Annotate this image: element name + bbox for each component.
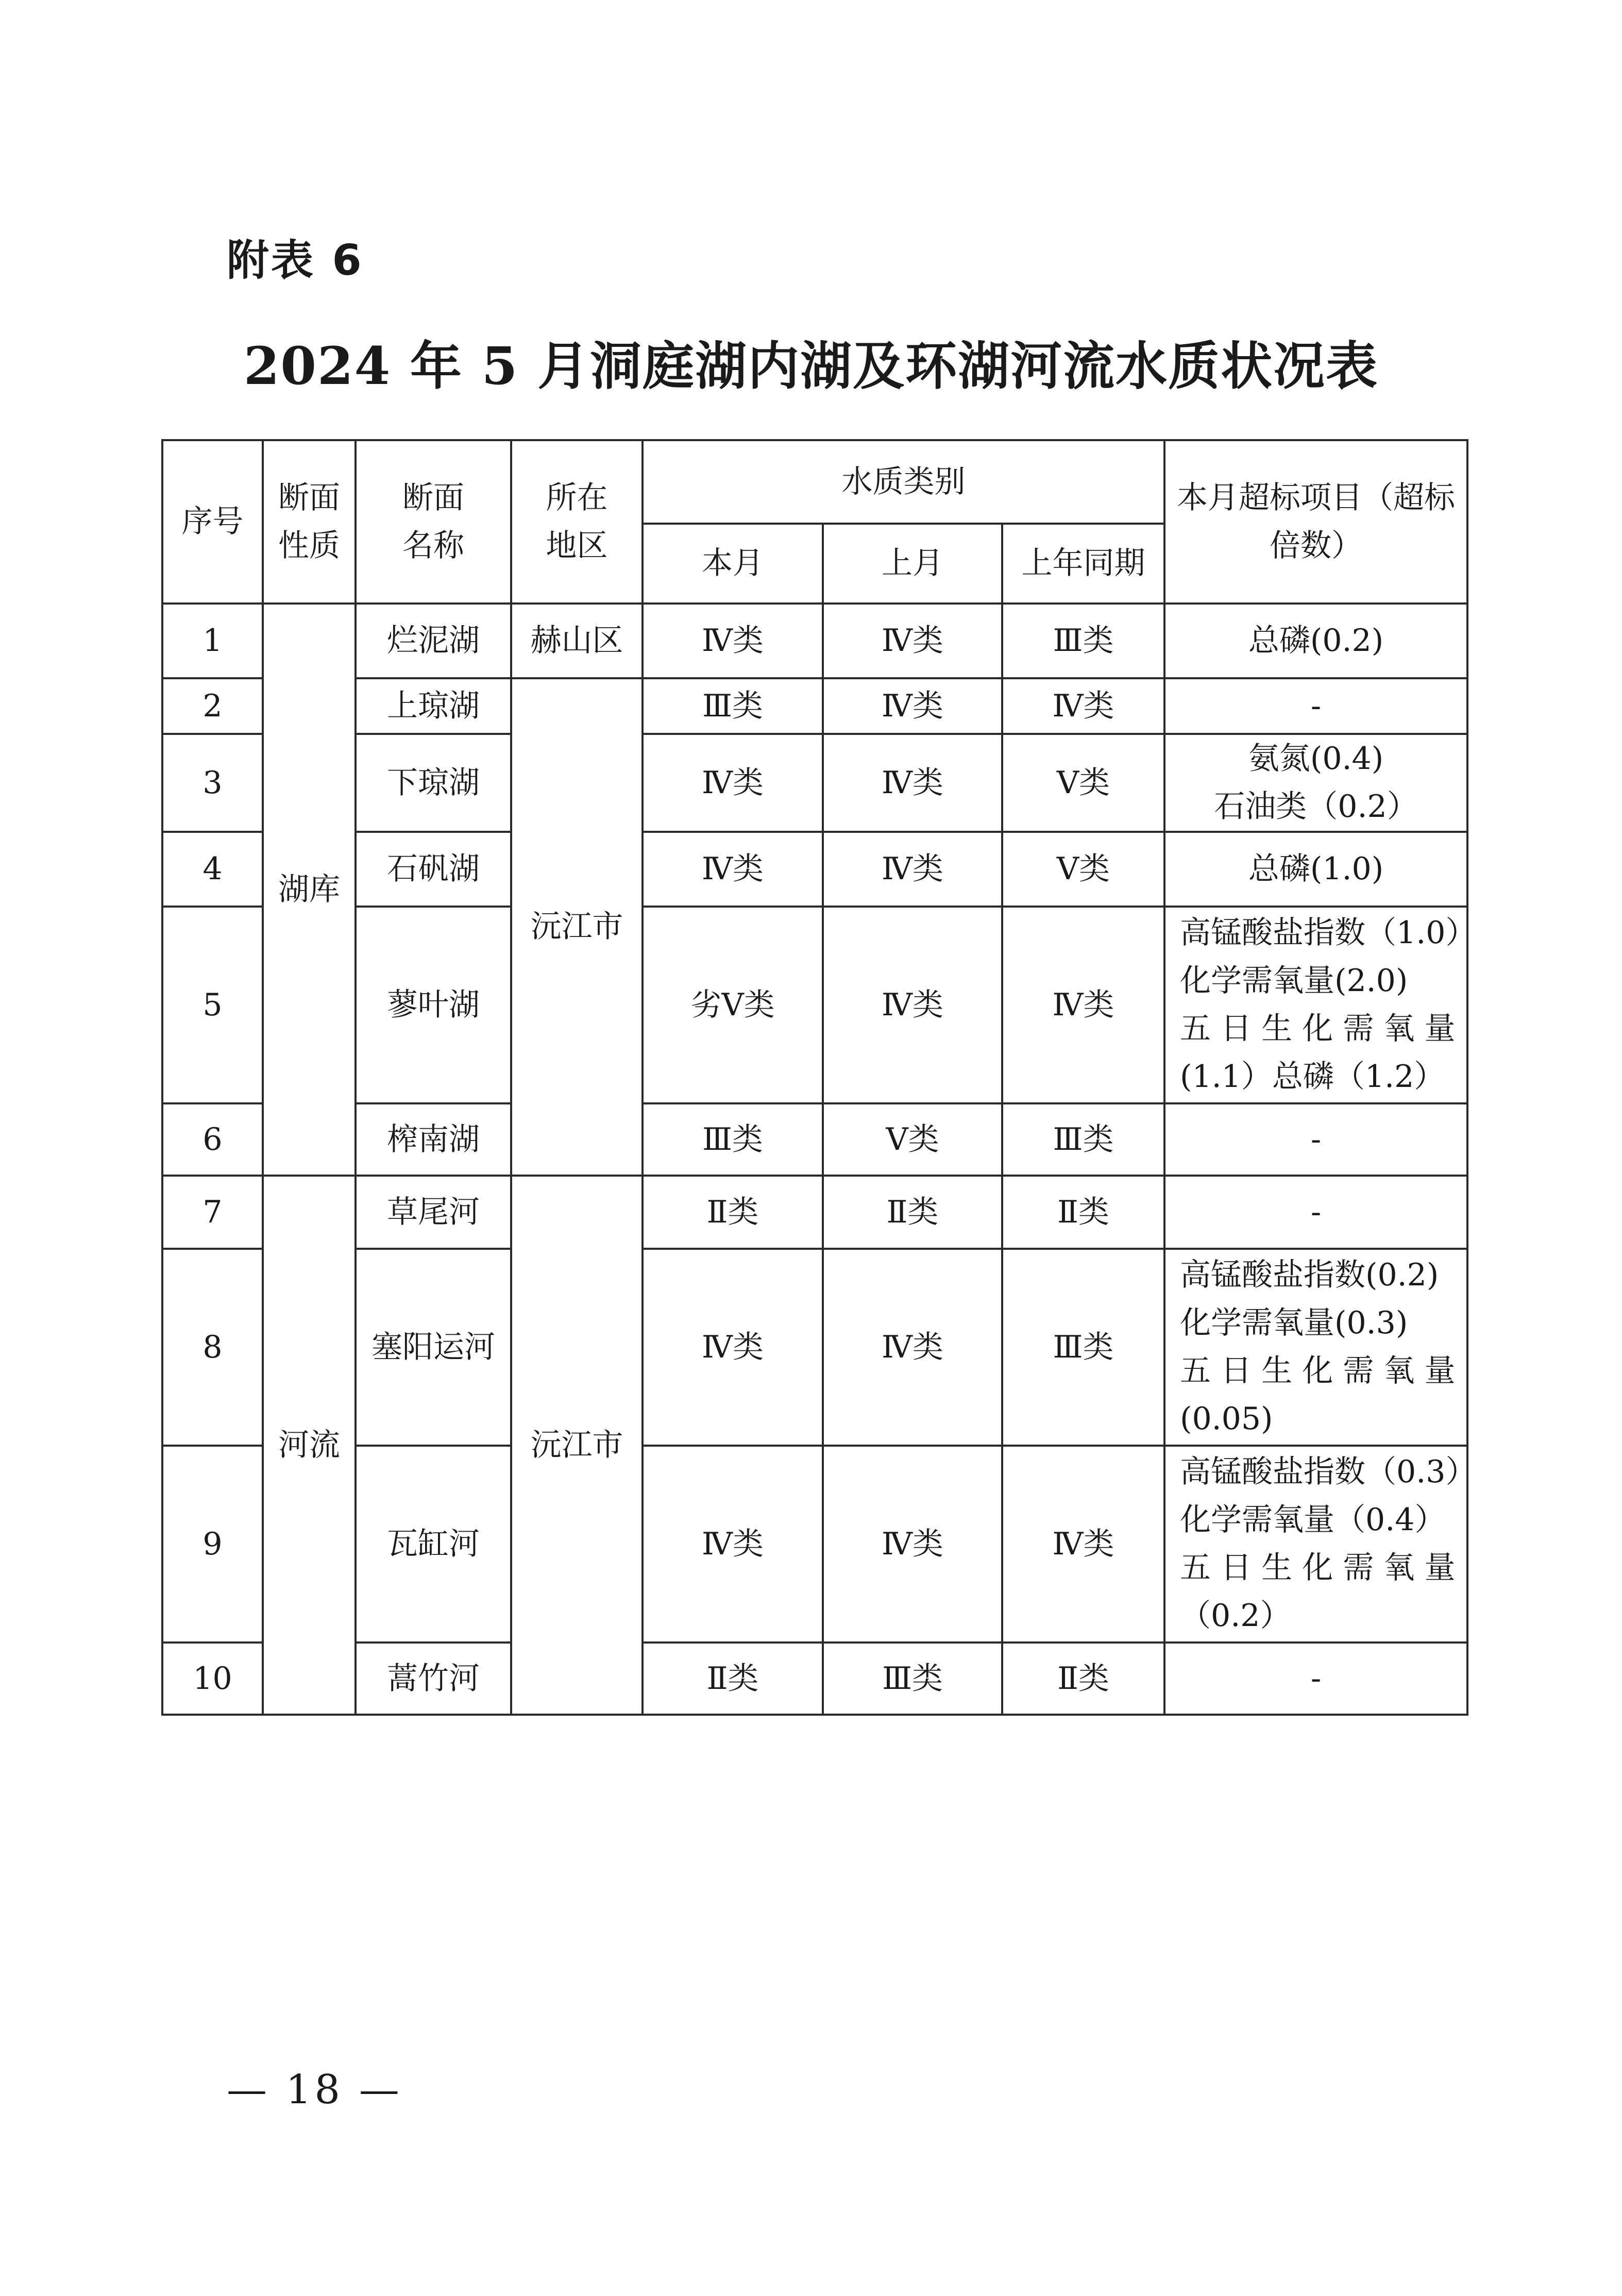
header-exceed-line2: 倍数）: [1270, 527, 1363, 564]
cell-last-year: Ⅳ类: [1002, 1446, 1164, 1643]
cell-name: 石矾湖: [356, 832, 511, 907]
cell-seq: 3: [162, 734, 263, 832]
cell-group-river: 河流: [263, 1176, 356, 1715]
cell-seq: 4: [162, 832, 263, 907]
exceed-line: (1.1）总磷（1.2）: [1180, 1059, 1445, 1095]
annex-label: 附表 6: [227, 236, 364, 285]
cell-region: 沅江市: [511, 678, 643, 1176]
cell-name: 上琼湖: [356, 678, 511, 734]
table-row: [162, 1643, 1467, 1715]
cell-last-month: Ⅳ类: [823, 604, 1002, 678]
cell-last-month: Ⅳ类: [823, 734, 1002, 832]
cell-seq: 10: [162, 1643, 263, 1715]
cell-last-month: Ⅳ类: [823, 907, 1002, 1103]
cell-exceed: [1164, 1176, 1467, 1249]
exceed-line: 五 日 生 化 需 氧 量: [1180, 1550, 1456, 1586]
cell-seq: 9: [162, 1446, 263, 1643]
cell-name: 下琼湖: [356, 734, 511, 832]
cell-region: 沅江市: [511, 1176, 643, 1715]
table-row: [162, 604, 1467, 678]
cell-last-month: Ⅱ类: [823, 1176, 1002, 1249]
header-region-line2: 地区: [546, 527, 608, 564]
cell-exceed: [1164, 604, 1467, 678]
cell-last-year: Ⅴ类: [1002, 734, 1164, 832]
cell-last-year: Ⅲ类: [1002, 1249, 1164, 1446]
cell-exceed: [1164, 832, 1467, 907]
exceed-line: 化学需氧量(0.3): [1180, 1305, 1408, 1341]
cell-this-month: Ⅳ类: [643, 1249, 823, 1446]
header-name-line1: 断面: [402, 479, 464, 516]
cell-name: 塞阳运河: [356, 1249, 511, 1446]
exceed-line: 化学需氧量(2.0): [1180, 963, 1408, 999]
table-row: [162, 734, 1467, 832]
cell-exceed: [1164, 907, 1477, 1103]
header-seq: 序号: [162, 440, 263, 604]
cell-last-year: Ⅴ类: [1002, 832, 1164, 907]
cell-this-month: Ⅲ类: [643, 1103, 823, 1176]
cell-exceed: [1164, 678, 1467, 734]
header-last-year: 上年同期: [1002, 524, 1164, 604]
cell-name: 瓦缸河: [356, 1446, 511, 1643]
header-class-group: 水质类别: [643, 440, 1164, 524]
cell-this-month: Ⅳ类: [643, 604, 823, 678]
cell-name: 蓼叶湖: [356, 907, 511, 1103]
cell-this-month: Ⅱ类: [643, 1176, 823, 1249]
exceed-line: -: [1310, 1194, 1322, 1230]
cell-last-year: Ⅲ类: [1002, 1103, 1164, 1176]
table-row: [162, 832, 1467, 907]
cell-region: 赫山区: [511, 604, 643, 678]
cell-name: 榨南湖: [356, 1103, 511, 1176]
cell-seq: 2: [162, 678, 263, 734]
header-region: [511, 440, 643, 604]
exceed-line: 五 日 生 化 需 氧 量: [1180, 1011, 1456, 1047]
cell-last-year: Ⅲ类: [1002, 604, 1164, 678]
header-region-line1: 所在: [546, 479, 608, 516]
cell-exceed: [1164, 1249, 1467, 1446]
cell-name: 草尾河: [356, 1176, 511, 1249]
cell-this-month: Ⅳ类: [643, 734, 823, 832]
cell-group-lake: 湖库: [263, 604, 356, 1176]
cell-last-year: Ⅳ类: [1002, 678, 1164, 734]
header-this-month: 本月: [643, 524, 823, 604]
cell-name: 烂泥湖: [356, 604, 511, 678]
header-name-line2: 名称: [402, 527, 464, 564]
cell-last-year: Ⅳ类: [1002, 907, 1164, 1103]
cell-last-month: Ⅳ类: [823, 678, 1002, 734]
header-exceed: [1164, 440, 1467, 604]
header-last-month: 上月: [823, 524, 1002, 604]
exceed-line: -: [1310, 1660, 1322, 1697]
table-row: [162, 1176, 1467, 1249]
exceed-line: 总磷(0.2): [1248, 623, 1384, 659]
header-nature-line1: 断面: [278, 479, 340, 516]
cell-this-month: Ⅱ类: [643, 1643, 823, 1715]
exceed-line: 高锰酸盐指数(0.2): [1180, 1257, 1439, 1293]
exceed-line: -: [1310, 688, 1322, 724]
cell-seq: 6: [162, 1103, 263, 1176]
cell-last-month: Ⅴ类: [823, 1103, 1002, 1176]
cell-seq: 5: [162, 907, 263, 1103]
cell-last-year: Ⅱ类: [1002, 1643, 1164, 1715]
exceed-line: -: [1310, 1121, 1322, 1158]
cell-last-month: Ⅳ类: [823, 1249, 1002, 1446]
water-quality-table: [161, 439, 1477, 1716]
cell-exceed: [1164, 1446, 1477, 1643]
cell-name: 蒿竹河: [356, 1643, 511, 1715]
cell-last-month: Ⅳ类: [823, 832, 1002, 907]
cell-this-month: Ⅳ类: [643, 832, 823, 907]
exceed-line: 化学需氧量（0.4）: [1180, 1502, 1446, 1538]
exceed-line: 石油类（0.2）: [1214, 789, 1418, 825]
cell-last-month: Ⅲ类: [823, 1643, 1002, 1715]
cell-this-month: 劣Ⅴ类: [643, 907, 823, 1103]
table-row: [162, 907, 1467, 1103]
cell-exceed: [1164, 1643, 1467, 1715]
header-section-name: [356, 440, 511, 604]
exceed-line: 五 日 生 化 需 氧 量: [1180, 1353, 1456, 1389]
cell-last-month: Ⅳ类: [823, 1446, 1002, 1643]
table-row: [162, 1103, 1467, 1176]
cell-exceed: [1164, 1103, 1467, 1176]
table-row: [162, 1249, 1467, 1446]
exceed-line: 总磷(1.0): [1248, 851, 1384, 887]
cell-exceed: [1164, 734, 1467, 832]
table-row: [162, 678, 1467, 734]
exceed-line: 氨氮(0.4): [1248, 741, 1384, 777]
cell-last-year: Ⅱ类: [1002, 1176, 1164, 1249]
header-exceed-line1: 本月超标项目（超标: [1177, 479, 1456, 516]
page-number: — 18 —: [227, 2067, 402, 2113]
header-nature-line2: 性质: [278, 527, 340, 564]
document-title: 2024 年 5 月洞庭湖内湖及环湖河流水质状况表: [243, 336, 1379, 396]
exceed-line: (0.05): [1180, 1401, 1273, 1437]
cell-this-month: Ⅳ类: [643, 1446, 823, 1643]
cell-seq: 7: [162, 1176, 263, 1249]
header-section-nature: [263, 440, 356, 604]
cell-seq: 8: [162, 1249, 263, 1446]
cell-this-month: Ⅲ类: [643, 678, 823, 734]
exceed-line: 高锰酸盐指数（0.3）: [1180, 1454, 1477, 1490]
cell-seq: 1: [162, 604, 263, 678]
exceed-line: （0.2）: [1180, 1598, 1291, 1634]
exceed-line: 高锰酸盐指数（1.0）: [1180, 915, 1477, 951]
table-row: [162, 1446, 1467, 1643]
